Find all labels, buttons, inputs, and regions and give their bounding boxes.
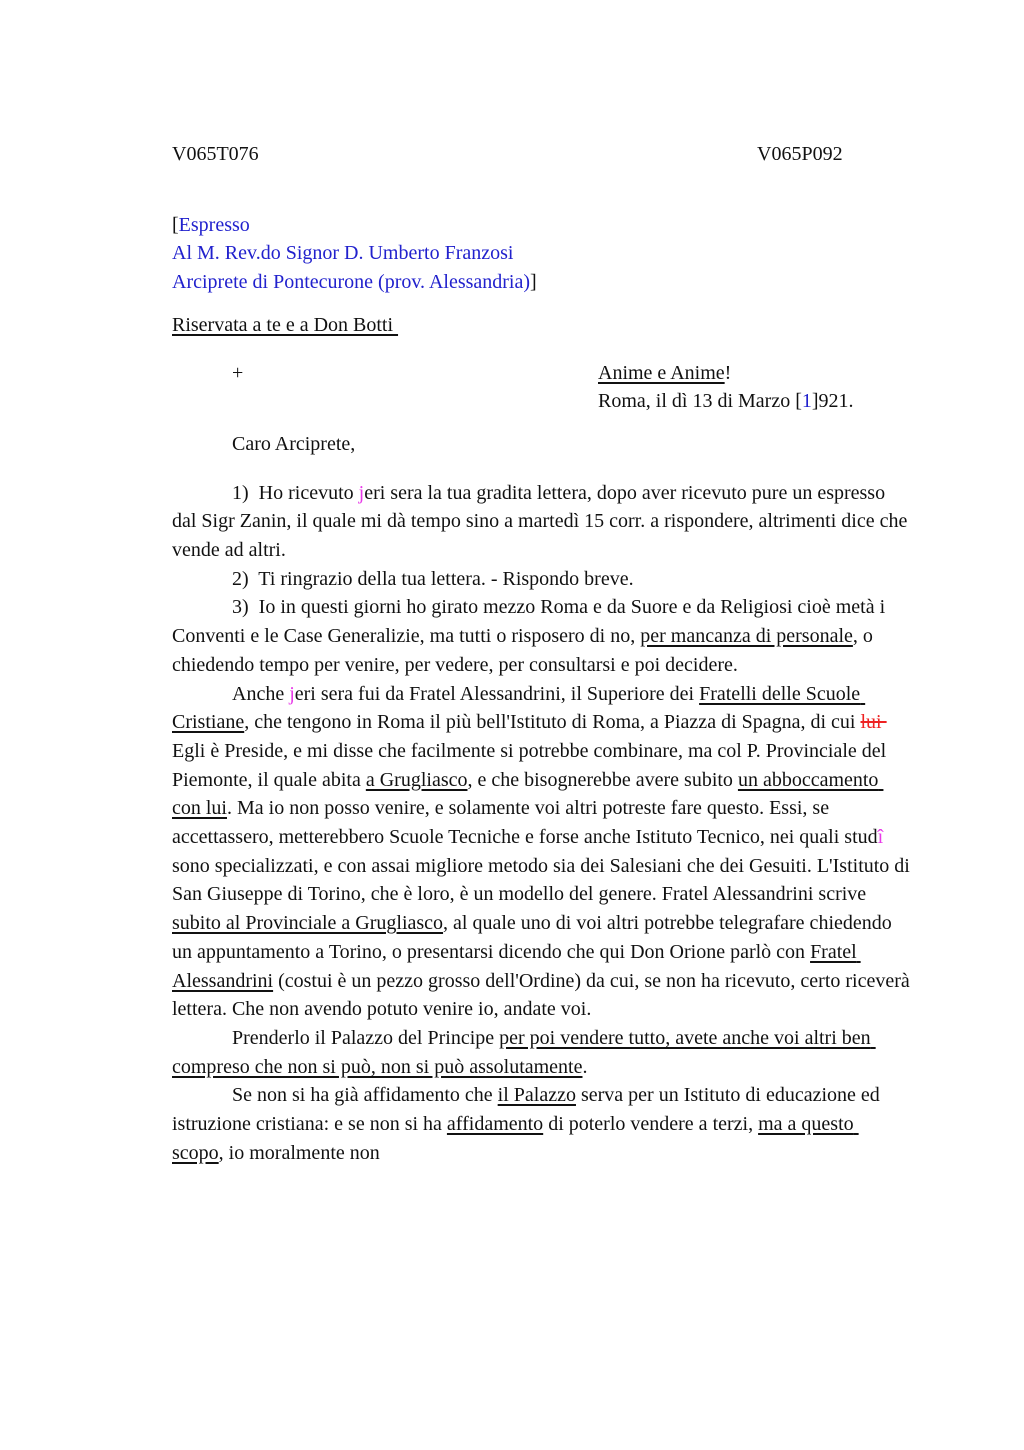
text-segment: . <box>582 1055 588 1078</box>
emphasis-letter: î <box>877 826 884 849</box>
date-block <box>598 359 854 416</box>
text-line <box>172 211 910 240</box>
text-line <box>172 479 913 565</box>
underlined-text: subito al Provinciale a Grugliasco <box>172 912 444 935</box>
salutation <box>172 430 910 459</box>
editorial-text: Espresso <box>178 213 250 236</box>
underlined-text: Riservata a te e a Don Botti <box>172 313 399 336</box>
emphasis-letter: j <box>289 682 295 705</box>
text-segment: Egli è Preside, e mi disse che facilmente si potrebbe combinare, ma col P. Provinciale del Piemonte, il quale abita <box>172 711 892 791</box>
editorial-text: Al M. Rev.do Signor D. Umberto Franzosi <box>172 242 514 265</box>
archive-code-row <box>172 140 910 169</box>
text-segment: Roma, il dì 13 di Marzo [ <box>598 390 802 413</box>
text-segment: , e che bisognerebbe avere subito <box>467 768 738 791</box>
archive-code-left: V065T076 <box>172 143 259 165</box>
text-line <box>172 239 910 268</box>
text-segment: 2) Ti ringrazio della tua lettera. - Rispondo breve. <box>232 567 634 590</box>
text-segment: Prenderlo il Palazzo del Principe <box>232 1026 500 1049</box>
emphasis-letter: j <box>358 481 365 504</box>
underlined-text: ma a questo scopo <box>172 1113 859 1164</box>
text-segment: . Ma io non posso venire, e solamente voi altri potreste fare questo. Essi, se accettassero, metterebbero Scuole Tecniche e forse anche Istituto Tecnico, nei quali stud <box>172 797 878 849</box>
text-segment: serva per un Istituto di educazione ed istruzione cristiana: e se non si ha <box>172 1084 885 1136</box>
text-segment: , io moralmente non <box>218 1141 380 1164</box>
archive-code-right: V065P092 <box>757 143 843 165</box>
letter-body <box>172 479 915 1168</box>
underlined-text: a Grugliasco <box>365 768 468 791</box>
text-line <box>172 565 910 594</box>
text-segment: sono specializzati, e con assai migliore metodo sia dei Salesiani che dei Gesuiti. L'Istituto di San Giuseppe di Torino, che è loro, è un modello del genere. Fratel Alessandrini scrive <box>172 826 915 906</box>
text-segment: Anche <box>232 682 290 705</box>
text-line <box>172 430 910 459</box>
underlined-text: per mancanza di personale <box>640 625 853 648</box>
text-segment: Se non si ha già affidamento che <box>232 1084 498 1107</box>
address-block <box>172 211 910 297</box>
text-segment: Caro Arciprete, <box>232 432 356 455</box>
underlined-text: affidamento <box>446 1113 544 1136</box>
text-line <box>172 311 910 340</box>
underlined-text: Anime e Anime <box>598 361 725 384</box>
cross-mark: + <box>232 361 244 384</box>
struck-text: lui <box>860 711 887 734</box>
text-segment: di poterlo vendere a terzi, <box>543 1113 759 1136</box>
dateline-row <box>172 359 910 416</box>
text-segment: , o chiedendo tempo per venire, per vedere, per consultarsi e poi decidere. <box>172 625 878 676</box>
underlined-text: il Palazzo <box>497 1084 576 1107</box>
text-segment: 3) Io in questi giorni ho girato mezzo Roma e da Suore e da Religiosi cioè metà i Conventi e le Case Generalizie, ma tutti o risposero di no, <box>172 596 891 648</box>
text-segment: ! <box>724 361 732 384</box>
text-segment: (costui è un pezzo grosso dell'Ordine) da cui, se non ha ricevuto, certo riceverà lettera. Che non avendo potuto venire io, andate voi. <box>172 969 915 1021</box>
text-line <box>598 359 854 388</box>
text-line <box>172 1024 910 1081</box>
text-segment: eri sera la tua gradita lettera, dopo aver ricevuto pure un espresso dal Sigr Zanin, il quale mi dà tempo sino a martedì 15 corr. a rispondere, altrimenti dice che vende ad altri. <box>172 481 913 561</box>
text-segment: 1) Ho ricevuto <box>232 481 359 504</box>
text-segment: , al quale uno di voi altri potrebbe telegrafare chiedendo un appuntamento a Torino, o presentarsi dicendo che qui Don Orione parlò con <box>172 912 897 963</box>
text-line <box>598 387 854 416</box>
underlined-text: per poi vendere tutto, avete anche voi altri ben compreso che non si può, non si può assolutamente <box>172 1026 876 1078</box>
text-line <box>172 268 910 297</box>
underlined-text: Fratelli delle Scuole Cristiane <box>172 682 866 734</box>
text-segment: eri sera fui da Fratel Alessandrini, il Superiore dei <box>294 682 700 705</box>
editorial-text: Arciprete di Pontecurone (prov. Alessandria) <box>172 271 531 294</box>
text-line <box>172 1081 910 1167</box>
underlined-text: un abboccamento con lui <box>172 768 884 820</box>
editorial-text: 1 <box>801 390 812 413</box>
text-segment: [ <box>172 213 179 236</box>
text-segment: ]921. <box>811 390 854 413</box>
text-segment: , che tengono in Roma il più bell'Istituto di Roma, a Piazza di Spagna, di cui <box>244 711 861 734</box>
text-line <box>172 593 910 679</box>
text-line <box>172 680 915 1024</box>
confidential-note <box>172 311 910 340</box>
underlined-text: Fratel Alessandrini <box>172 940 861 992</box>
text-segment: ] <box>530 271 537 294</box>
